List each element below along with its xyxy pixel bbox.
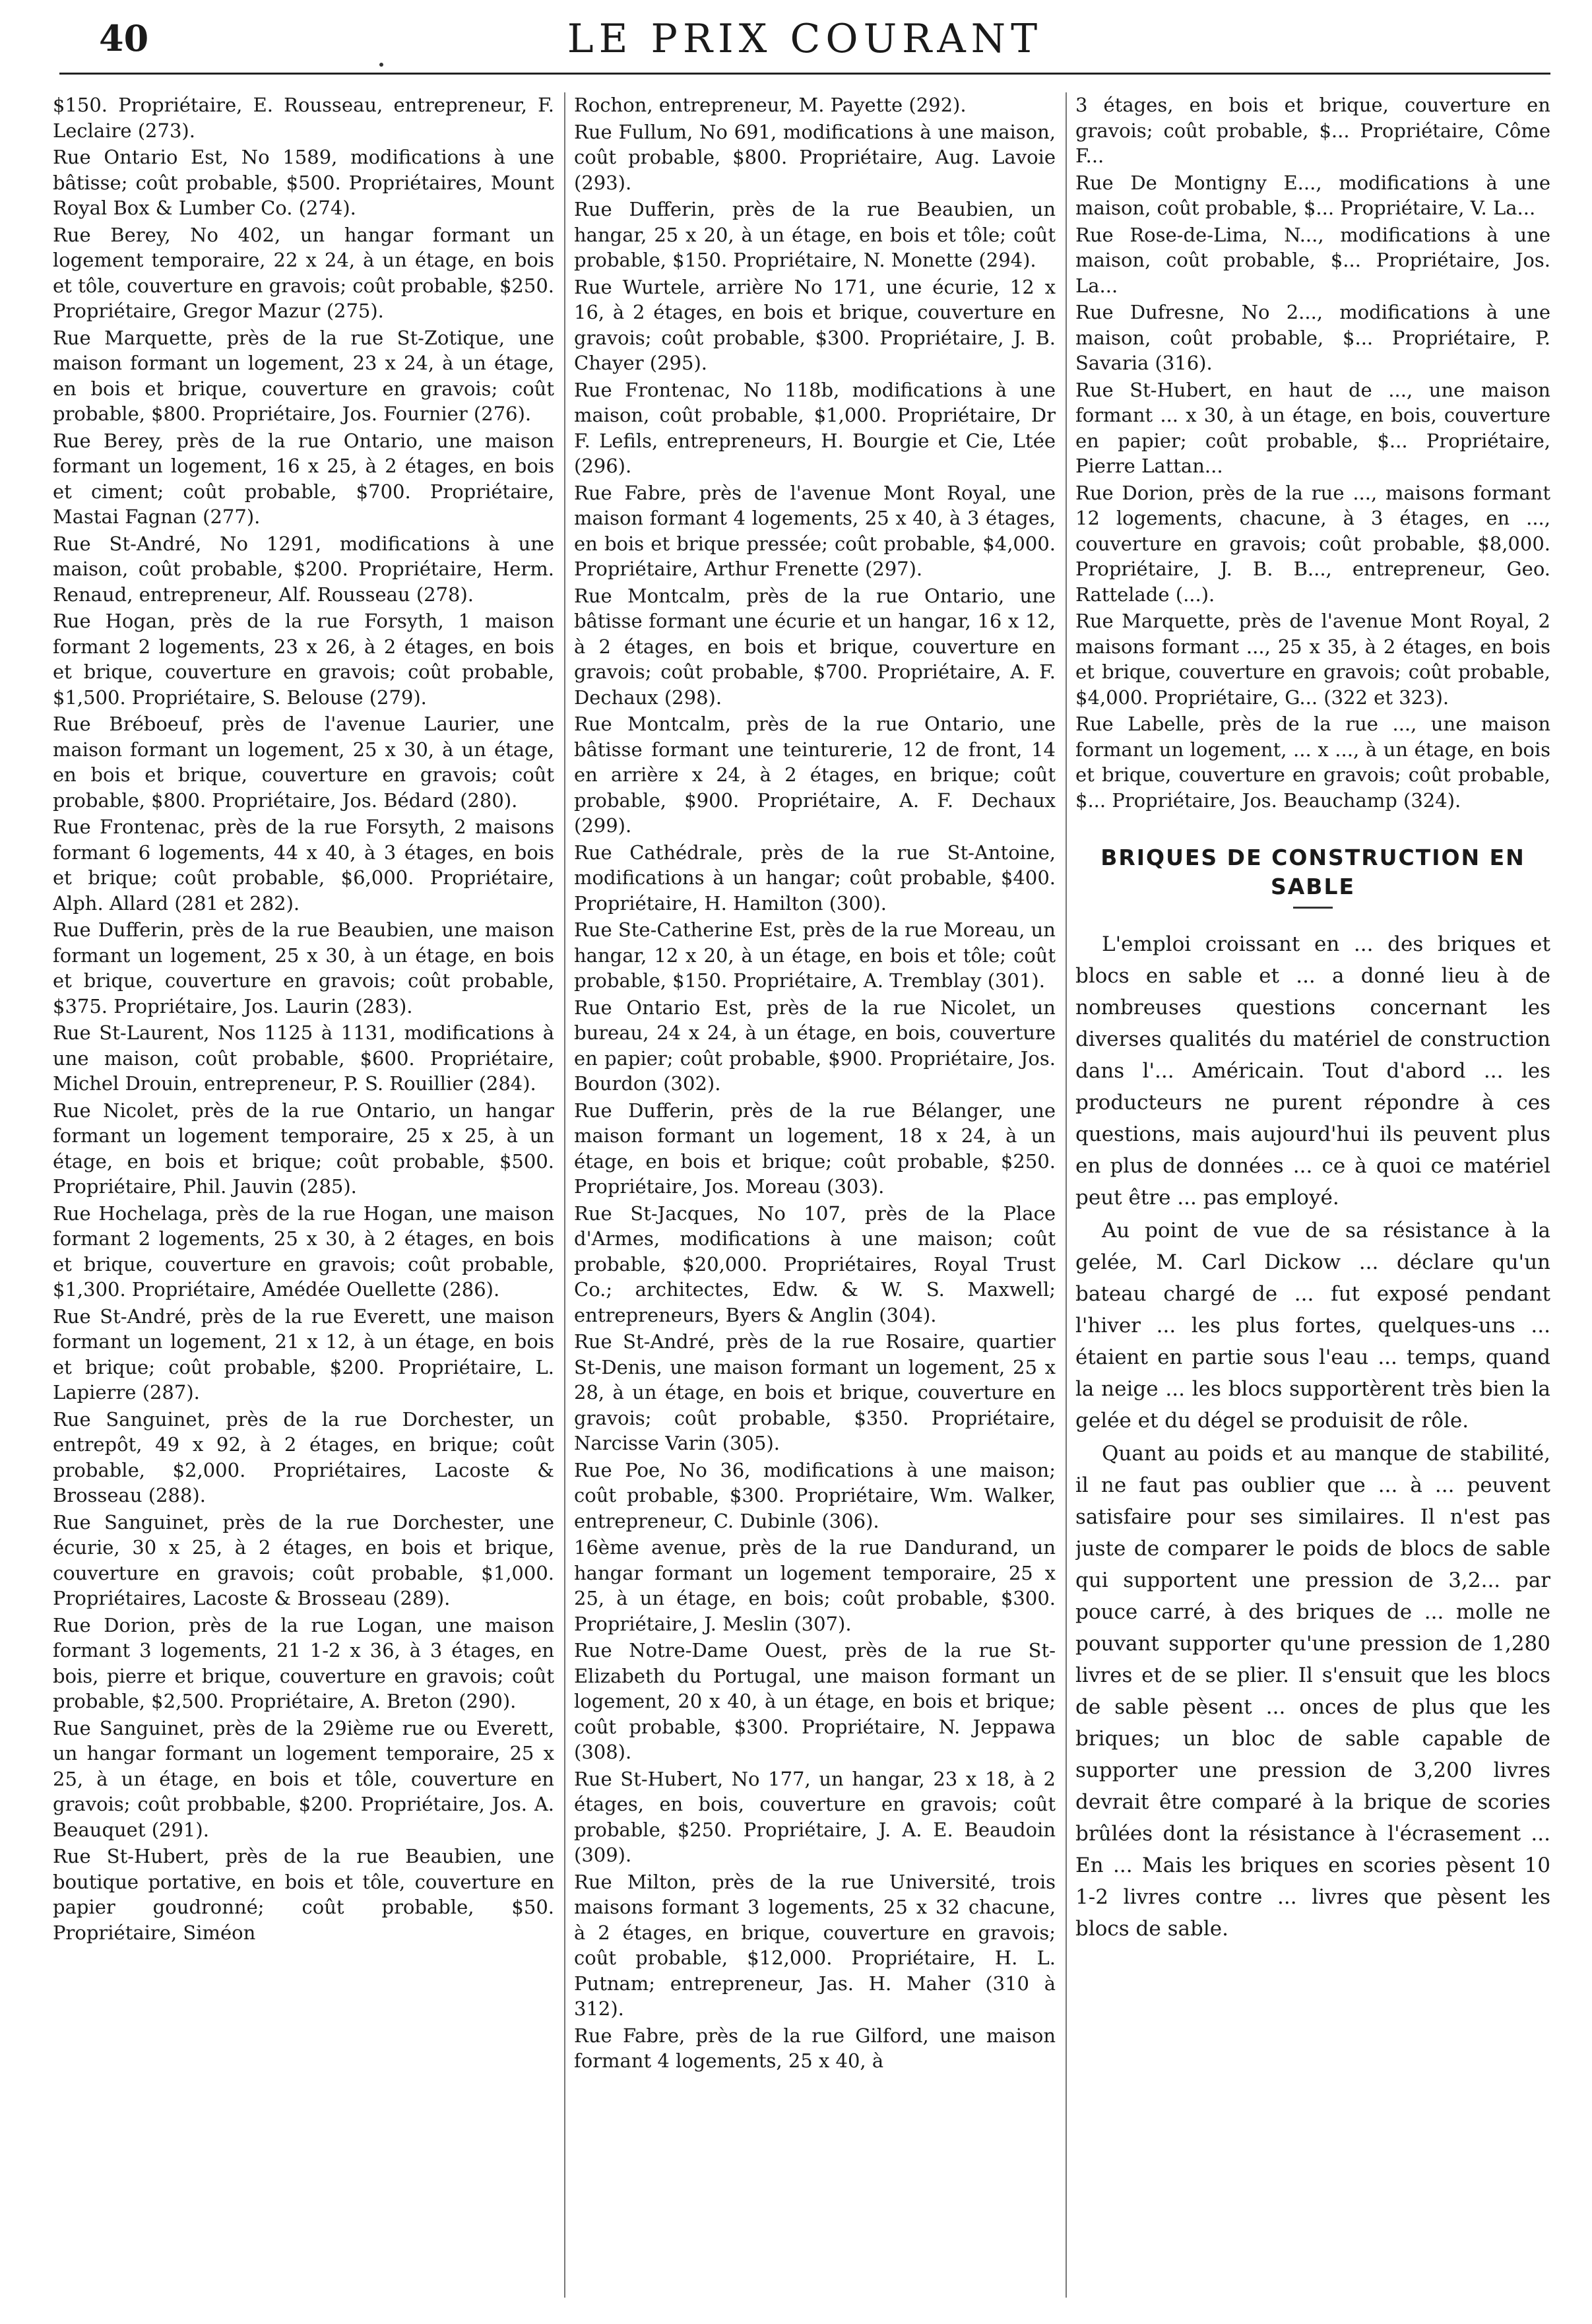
permit-entry: Rue Hogan, près de la rue Forsyth, 1 maison formant 2 logements, 23 x 26, à 2 étages, en bois et brique, couverture en gravois; coût probable, $1,500. Propriétaire, S. Belouse (279). [53,610,554,709]
permit-entry: Rue Ste-Catherine Est, près de la rue Moreau, un hangar, 12 x 20, à un étage, en bois et tôle; coût probable, $150. Propriétaire, A. Tremblay (301). [574,919,1056,992]
permit-entry: Rue St-André, No 1291, modifications à une maison, coût probable, $200. Propriétaire, Herm. Renaud, entrepreneur, Alf. Rousseau (278). [53,532,554,606]
column-left [53,92,554,2298]
permit-entry: Rue Hochelaga, près de la rue Hogan, une maison formant 2 logements, 25 x 30, à 2 étages, en bois et brique, couverture en gravois; coût probable, $1,300. Propriétaire, Amédée Ouellette (286). [53,1202,554,1301]
permit-entry: Rue Labelle, près de la rue ..., une maison formant un logement, ... x ..., à un étage, en bois et brique, couverture en gravois; coût probable, $... Propriétaire, Jos. Beauchamp (324). [1075,713,1550,812]
permit-entry: Rue Sanguinet, près de la 29ième rue ou Everett, un hangar formant un logement temporaire, 25 x 25, à un étage, en bois et tôle, couverture en gravois; coût probbable, $200. Propriétaire, Jos. A. Beauquet (291). [53,1716,554,1841]
permit-entry: Rue Ontario Est, près de la rue Nicolet, un bureau, 24 x 24, à un étage, en bois, couverture en papier; coût probable, $900. Propriétaire, Jos. Bourdon (302). [574,996,1056,1095]
permit-entry: Rue Fullum, No 691, modifications à une maison, coût probable, $800. Propriétaire, Aug. Lavoie (293). [574,120,1056,194]
permit-entry: Rue Sanguinet, près de la rue Dorchester, une écurie, 30 x 25, à 2 étages, en bois et brique, couverture en gravois; coût probable, $1,000. Propriétaires, Lacoste & Brosseau (289). [53,1510,554,1609]
page-number: 40 [99,17,149,59]
permit-entry: Rue Berey, près de la rue Ontario, une maison formant un logement, 16 x 25, à 2 étages, en bois et ciment; coût probable, $700. Propriétaire, Mastai Fagnan (277). [53,429,554,528]
permit-entry: Rue Montcalm, près de la rue Ontario, une bâtisse formant une écurie et un hangar, 16 x 12, à 2 étages, en bois et brique, couverture en gravois; coût probable, $700. Propriétaire, A. F. Dechaux (298). [574,584,1056,709]
permit-entry: Rue Bréboeuf, près de l'avenue Laurier, une maison formant un logement, 25 x 30, à un étage, en bois et brique, couverture en gravois; coût probable, $800. Propriétaire, Jos. Bédard (280). [53,713,554,812]
article-paragraph: Au point de vue de sa résistance à la gelée, M. Carl Dickow ... déclare qu'un bateau chargé de ... fut exposé pendant l'hiver ... les plus fortes, quelques-uns ... étaient en partie sous l'eau ... temps, quand la neige ... les blocs supportèrent très bien la gelée et du dégel se produisit de rôle. [1075,1219,1550,1433]
permit-entry: Rue Notre-Dame Ouest, près de la rue St-Elizabeth du Portugal, une maison formant un logement, 20 x 40, à un étage, en bois et brique; coût probable, $300. Propriétaire, N. Jeppawa (308). [574,1639,1056,1763]
page-header [59,13,1550,75]
permit-entry: Rue St-André, près de la rue Everett, une maison formant un logement, 21 x 12, à un étage, en bois et brique; coût probable, $200. Propriétaire, L. Lapierre (287). [53,1305,554,1404]
article-title: BRIQUES DE CONSTRUCTION EN SABLE [1100,845,1525,899]
permit-entry: Rue Milton, près de la rue Université, trois maisons formant 3 logements, 25 x 32 chacune, à 2 étages, en brique, couverture en gravois; coût probable, $12,000. Propriétaire, H. L. Putnam; entrepreneur, Jas. H. Maher (310 à 312). [574,1870,1056,2020]
column-rule [1066,92,1067,2298]
permit-entry: Rue Frontenac, près de la rue Forsyth, 2 maisons formant 6 logements, 44 x 40, à 3 étages, en bois et brique; coût probable, $6,000. Propriétaire, Alph. Allard (281 et 282). [53,816,554,915]
column-rule [564,92,565,2298]
permit-entry: Rue Frontenac, No 118b, modifications à une maison, coût probable, $1,000. Propriétaire, Dr F. Lefils, entrepreneurs, H. Bourgie et Cie, Ltée (296). [574,378,1056,477]
permit-entry: Rue Dorion, près de la rue Logan, une maison formant 3 logements, 21 1-2 x 36, à 3 étages, en bois, pierre et brique, couverture en gravois; coût probable, $2,500. Propriétaire, A. Breton (290). [53,1613,554,1712]
column-right [1075,92,1550,2298]
permit-entry: Rue Ontario Est, No 1589, modifications à une bâtisse; coût probable, $500. Propriétaires, Mount Royal Box & Lumber Co. (274). [53,146,554,219]
permit-entry: Rue Dufferin, près de la rue Bélanger, une maison formant un logement, 18 x 24, à un étage, en bois et brique; coût probable, $250. Propriétaire, Jos. Moreau (303). [574,1099,1056,1198]
permit-entry: Rue Montcalm, près de la rue Ontario, une bâtisse formant une teinturerie, 12 de front, 14 en arrière x 24, à 2 étages, en brique; coût probable, $900. Propriétaire, A. F. Dechaux (299). [574,713,1056,837]
permit-entry: Rue St-Hubert, en haut de ..., une maison formant ... x 30, à un étage, en bois, couverture en papier; coût probable, $... Propriétaire, Pierre Lattan... [1075,378,1550,477]
permit-entry: Rue Sanguinet, près de la rue Dorchester, un entrepôt, 49 x 92, à 2 étages, en brique; coût probable, $2,000. Propriétaires, Lacoste & Brosseau (288). [53,1407,554,1506]
permit-entry: Rue Nicolet, près de la rue Ontario, un hangar formant un logement temporaire, 25 x 25, à un étage, en bois et brique; coût probable, $500. Propriétaire, Phil. Jauvin (285). [53,1099,554,1198]
article-body [1075,928,1550,1945]
permit-entry: Rue Fabre, près de l'avenue Mont Royal, une maison formant 4 logements, 25 x 40, à 3 étages, en bois et brique pressée; coût probable, $4,000. Propriétaire, Arthur Frenette (297). [574,481,1056,580]
masthead: LE PRIX COURANT [567,16,1043,62]
permit-entry: Rue St-Hubert, No 177, un hangar, 23 x 18, à 2 étages, en bois, couverture en gravois; coût probable, $250. Propriétaire, J. A. E. Beaudoin (309). [574,1767,1056,1866]
permit-entry: Rue Fabre, près de la rue Gilford, une maison formant 4 logements, 25 x 40, à [574,2024,1056,2072]
permit-entry: Rue St-Laurent, Nos 1125 à 1131, modifications à une maison, coût probable, $600. Propriétaire, Michel Drouin, entrepreneur, P. S. Rouillier (284). [53,1021,554,1095]
print-dot [379,63,383,67]
permit-entry: Rue Marquette, près de l'avenue Mont Royal, 2 maisons formant ..., 25 x 35, à 2 étages, en bois et brique, couverture en gravois; coût probable, $4,000. Propriétaire, G... (322 et 323). [1075,610,1550,709]
permit-entry: 3 étages, en bois et brique, couverture en gravois; coût probable, $... Propriétaire, Côme F... [1075,94,1550,167]
permit-entry: Rue Rose-de-Lima, N..., modifications à une maison, coût probable, $... Propriétaire, Jos. La... [1075,223,1550,297]
permit-entry: 16ème avenue, près de la rue Dandurand, un hangar formant un logement temporaire, 25 x 25, à un étage, en bois; coût probable, $300. Propriétaire, J. Meslin (307). [574,1536,1056,1635]
permit-entry: Rue Dufferin, près de la rue Beaubien, un hangar, 25 x 20, à un étage, en bois et tôle; coût probable, $150. Propriétaire, N. Monette (294). [574,198,1056,271]
permit-entry: Rue Dufresne, No 2..., modifications à une maison, coût probable, $... Propriétaire, P. Savaria (316). [1075,301,1550,374]
permit-entry: Rue Poe, No 36, modifications à une maison; coût probable, $300. Propriétaire, Wm. Walker, entrepreneur, C. Dubinle (306). [574,1458,1056,1532]
article-paragraph: L'emploi croissant en ... des briques et blocs en sable et ... a donné lieu à de nombreuses questions concernant les diverses qualités du matériel de construction dans l'... Américain. Tout d'abord ... les producteurs ne purent répondre à ces questions, mais aujourd'hui ils peuvent plus en plus de données ... ce à quoi ce matériel peut être ... pas employé. [1075,932,1550,1210]
permit-entry: Rue Marquette, près de la rue St-Zotique, une maison formant un logement, 23 x 24, à un étage, en bois et brique, couverture en gravois; coût probable, $800. Propriétaire, Jos. Fournier (276). [53,326,554,425]
permit-entry: Rue Berey, No 402, un hangar formant un logement temporaire, 22 x 24, à un étage, en bois et tôle, couverture en gravois; coût probable, $250. Propriétaire, Gregor Mazur (275). [53,223,554,322]
permit-entry: Rue St-André, près de la rue Rosaire, quartier St-Denis, une maison formant un logement, 25 x 28, à un étage, en bois et brique, couverture en gravois; coût probable, $350. Propriétaire, Narcisse Varin (305). [574,1330,1056,1454]
permit-entry: Rue St-Hubert, près de la rue Beaubien, une boutique portative, en bois et tôle, couverture en papier goudronné; coût probable, $50. Propriétaire, Siméon [53,1845,554,1944]
article-paragraph: Quant au poids et au manque de stabilité, il ne faut pas oublier que ... à ... peuvent satisfaire pour ses similaires. Il n'est pas juste de comparer le poids de blocs de sable qui supportent une pression de 3,2... par pouce carré, à des briques de ... molle ne pouvant supporter qu'une pression de 1,280 livres et de se plier. Il s'ensuit que les blocs de sable pèsent ... onces de plus que les briques; un bloc de sable capable de supporter une pression de 3,200 livres devrait être comparé à la brique de scories brûlées dont la résistance à l'écrasement ... En ... Mais les briques en scories pèsent 10 1-2 livres contre ... livres que pèsent les blocs de sable. [1075,1442,1550,1941]
permit-entry: $150. Propriétaire, E. Rousseau, entrepreneur, F. Leclaire (273). [53,94,554,142]
permit-entry: Rue St-Jacques, No 107, près de la Place d'Armes, modifications à une maison; coût probable, $20,000. Propriétaires, Royal Trust Co.; architectes, Edw. & W. S. Maxwell; entrepreneurs, Byers & Anglin (304). [574,1202,1056,1326]
permit-entry: Rue Cathédrale, près de la rue St-Antoine, modifications à un hangar; coût probable, $400. Propriétaire, H. Hamilton (300). [574,841,1056,915]
column-middle [574,92,1056,2298]
permit-entry: Rue Dorion, près de la rue ..., maisons formant 12 logements, chacune, à 3 étages, en ..., couverture en gravois; coût probable, $8,000. Propriétaire, J. B. B..., entrepreneur, Geo. Rattelade (...). [1075,481,1550,606]
article-title-rule [1293,907,1333,909]
permit-entry: Rue De Montigny E..., modifications à une maison, coût probable, $... Propriétaire, V. La... [1075,171,1550,219]
permit-entry: Rue Wurtele, arrière No 171, une écurie, 12 x 16, à 2 étages, en bois et brique, couverture en gravois; coût probable, $300. Propriétaire, J. B. Chayer (295). [574,275,1056,374]
permit-entry: Rue Dufferin, près de la rue Beaubien, une maison formant un logement, 25 x 30, à un étage, en bois et brique, couverture en gravois; coût probable, $375. Propriétaire, Jos. Laurin (283). [53,919,554,1017]
permit-entry: Rochon, entrepreneur, M. Payette (292). [574,94,967,116]
